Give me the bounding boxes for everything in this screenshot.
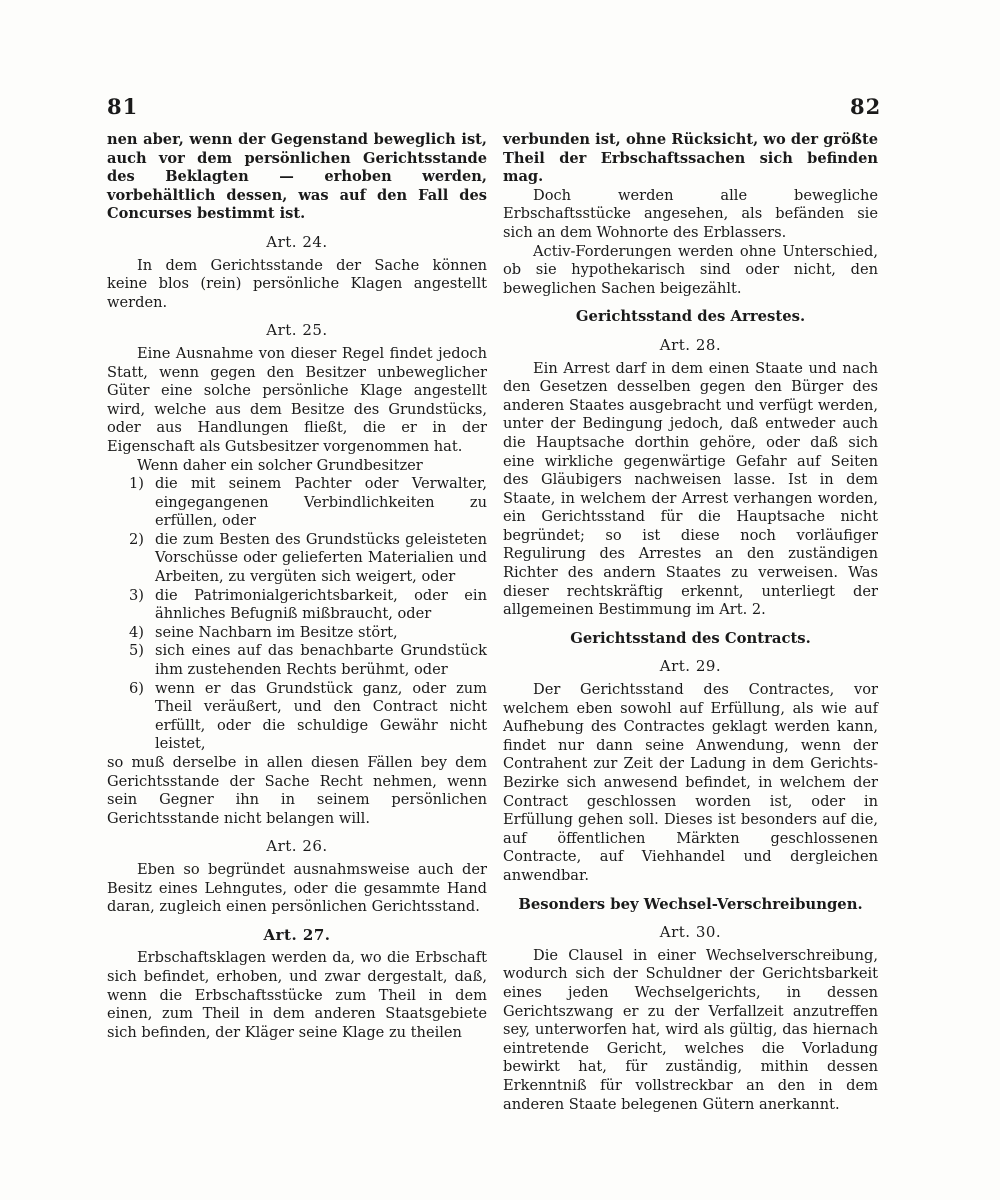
list-item <box>129 475 487 531</box>
section-heading-arrest: Gerichtsstand des Arrestes. <box>575 308 806 326</box>
list-item <box>129 642 487 679</box>
section-heading-exchange: Besonders bey Wechsel-Verschreibungen. <box>518 895 863 913</box>
list-item-text: die mit seinem Pachter oder Verwalter, eingegangenen Verbindlichkeiten zu erfüllen, oder <box>155 475 487 530</box>
left-page-number: 81 <box>107 94 139 119</box>
article-25-list <box>107 475 487 754</box>
right-page-number: 82 <box>850 94 882 119</box>
claims-paragraph: Activ-Forderungen werden ohne Unterschied, ob sie hypothekarisch sind oder nicht, den beweglichen Sachen beigezählt. <box>503 242 878 297</box>
article-27-text: Erbschaftsklagen werden da, wo die Erbschaft sich befindet, erhoben, und zwar dergestalt, daß, wenn die Erbschaftsstücke zum Theil in dem einen, zum Theil in dem anderen Staatsgebiete sich befinden, der Kläger seine Klage zu theilen <box>107 949 487 1041</box>
article-25-heading: Art. 25. <box>266 321 328 340</box>
list-item <box>129 679 487 754</box>
list-item <box>129 530 487 587</box>
article-28-text: Ein Arrest darf in dem einen Staate und nach den Gesetzen desselben gegen den Bürger des anderen Staates ausgebracht und verfügt werden, unter der Bedingung jedoch, daß entweder auch die Hauptsache dorthin gehöre, oder daß sich eine wirkliche gegenwärtige Gefahr auf Seiten des Gläubigers nachweisen lasse. Ist in dem Staate, in welchem der Arrest verhangen worden, ein Gerichtsstand für die Hauptsache nicht begründet; so ist diese noch vorläufiger Regulirung des Arrestes an den zuständigen Richter des andern Staates zu verweisen. Was dieser rechtskräftig erkennt, unterliegt der allgemeinen Bestimmung im Art. 2. <box>503 359 878 619</box>
list-item-text: die zum Besten des Grundstücks geleisteten Vorschüsse oder gelieferten Materialien und Arbeiten, zu vergüten sich weigert, oder <box>155 530 487 586</box>
article-27-heading: Art. 27. <box>263 925 331 944</box>
list-item-number: 4) <box>129 623 144 641</box>
list-item <box>129 623 487 643</box>
list-item-text: wenn er das Grundstück ganz, oder zum Theil veräußert, und den Contract nicht erfüllt, oder die schuldige Gewähr nicht leistet, <box>155 679 487 753</box>
list-item-text: sich eines auf das benachbarte Grundstück ihm zustehenden Rechts berühmt, oder <box>155 642 487 679</box>
left-page-column <box>107 131 487 1042</box>
article-30-text: Die Clausel in einer Wechselverschreibung, wodurch sich der Schuldner der Gerichtsbarkeit eines jeden Wechselgerichts, in dessen Gerichtszwang er zu der Verfallzeit anzutreffen sey, unterworfen hat, wird als gültig, das hiernach eintretende Gericht, welches die Vorladung bewirkt hat, für zuständig, mithin dessen Erkenntniß für vollstreckbar an den in dem anderen Staate belegenen Gütern anerkannt. <box>503 946 878 1113</box>
list-item-number: 3) <box>129 586 144 604</box>
list-item-text: die Patrimonialgerichtsbarkeit, oder ein ähnliches Befugniß mißbraucht, oder <box>155 586 487 623</box>
article-25-intro: Wenn daher ein solcher Grundbesitzer <box>137 456 423 474</box>
list-item-number: 5) <box>129 642 144 660</box>
article-26-text: Eben so begründet ausnahmsweise auch der Besitz eines Lehngutes, oder die gesammte Hand daran, zugleich einen persönlichen Gerichtsstand. <box>107 860 487 916</box>
article-26-heading: Art. 26. <box>266 837 328 856</box>
list-item-text: seine Nachbarn im Besitze stört, <box>155 623 398 641</box>
article-24-heading: Art. 24. <box>266 232 328 251</box>
article-29-heading: Art. 29. <box>659 657 722 676</box>
list-item-number: 6) <box>129 679 144 697</box>
movables-paragraph: Doch werden alle bewegliche Erbschaftsstücke angesehen, als befänden sie sich an dem Wohnorte des Erblassers. <box>503 186 878 241</box>
continuation-paragraph: nen aber, wenn der Gegenstand beweglich ist, auch vor dem persönlichen Gerichtsstande des Beklagten — erhoben werden, vorbehältlich dessen, was auf den Fall des Concurses bestimmt ist. <box>107 131 487 223</box>
article-29-text: Der Gerichtsstand des Contractes, vor welchem eben sowohl auf Erfüllung, als wie auf Aufhebung des Contractes geklagt werden kann, findet nur dann seine Anwendung, wenn der Contrahent zur Zeit der Ladung in dem Gerichts-Bezirke sich anwesend befindet, in welchem der Contract geschlossen worden ist, oder in Erfüllung gehen soll. Dieses ist besonders auf die, auf öffentlichen Märkten geschlossenen Contracte, auf Viehhandel und dergleichen anwendbar. <box>503 681 878 884</box>
continuation-paragraph: verbunden ist, ohne Rücksicht, wo der größte Theil der Erbschaftssachen sich befinden mag. <box>503 131 878 186</box>
article-25-conclusion: so muß derselbe in allen diesen Fällen bey dem Gerichtsstande der Sache Recht nehmen, wenn sein Gegner ihn in seinem persönlichen Gerichtsstande nicht belangen will. <box>107 754 487 827</box>
article-28-heading: Art. 28. <box>659 335 722 354</box>
article-24-text: In dem Gerichtsstande der Sache können keine blos (rein) persönliche Klagen angestellt werden. <box>107 256 487 311</box>
list-item <box>129 586 487 624</box>
right-page-column <box>503 131 878 1114</box>
article-25-text: Eine Ausnahme von dieser Regel findet jedoch Statt, wenn gegen den Besitzer unbeweglicher Güter eine solche persönliche Klage angestellt wird, welche aus dem Besitze des Grundstücks, oder aus Handlungen fließt, die er in der Eigenschaft als Gutsbesitzer vorgenommen hat. <box>107 344 487 455</box>
list-item-number: 1) <box>129 475 144 493</box>
section-heading-contract: Gerichtsstand des Contracts. <box>570 629 811 647</box>
article-30-heading: Art. 30. <box>659 923 722 942</box>
list-item-number: 2) <box>129 530 144 548</box>
